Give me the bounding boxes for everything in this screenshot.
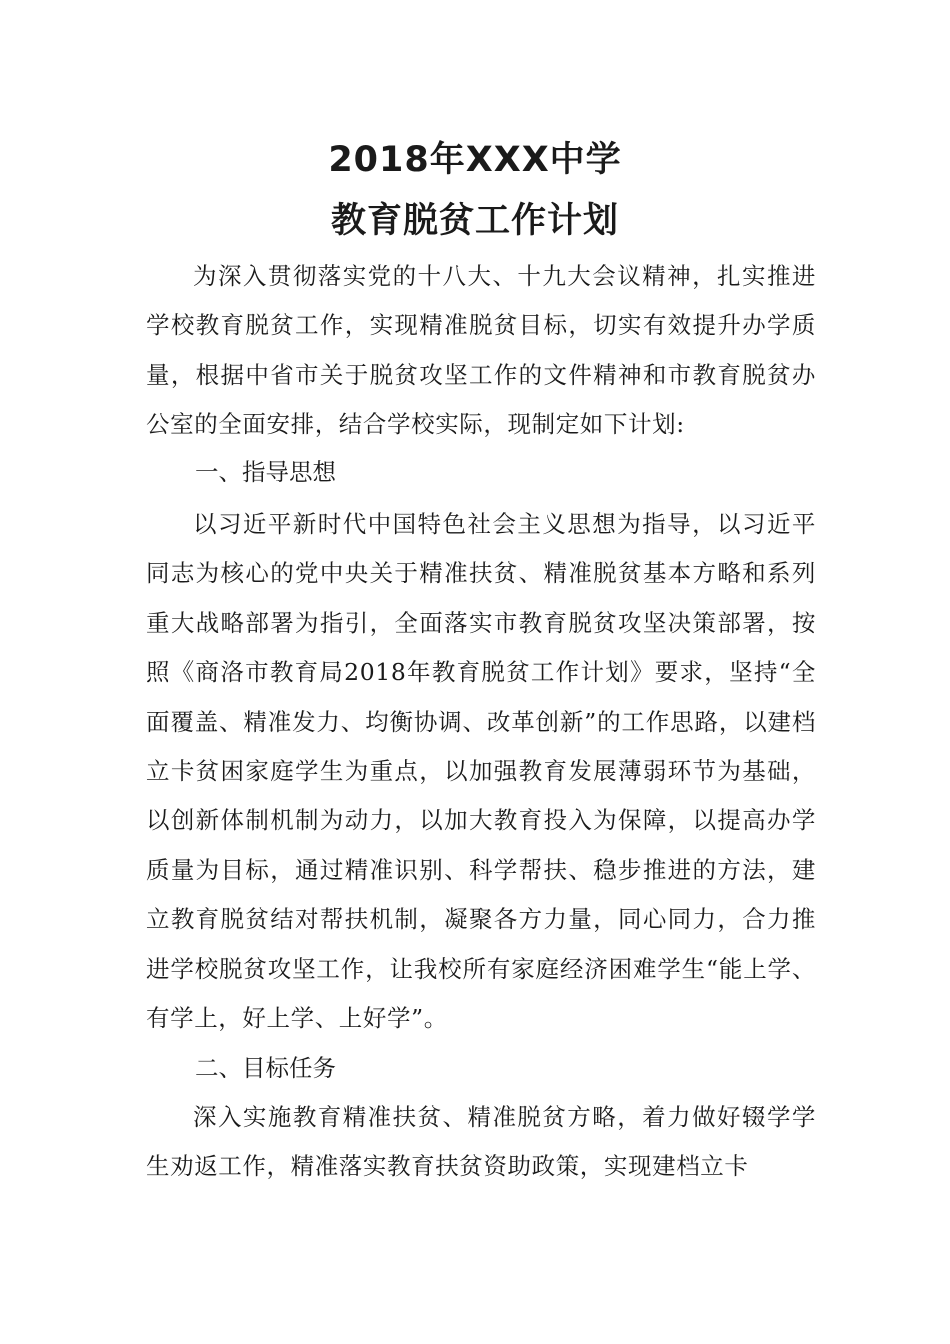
intro-paragraph: 为深入贯彻落实党的十八大、十九大会议精神，扎实推进学校教育脱贫工作，实现精准脱贫目标，切实有效提升办学质量，根据中省市关于脱贫攻坚工作的文件精神和市教育脱贫办公室的全面安排，结合学校实际，现制定如下计划: [146,262,816,439]
document-title-line2: 教育脱贫工作计划 [330,201,619,241]
document-title-line1: 2018年XXX中学 [328,140,622,180]
section-paragraph-guiding-ideology: 以习近平新时代中国特色社会主义思想为指导，以习近平同志为核心的党中央关于精准扶贫、精准脱贫基本方略和系列重大战略部署为指引，全面落实市教育脱贫攻坚决策部署，按照《商洛市教育局2018年教育脱贫工作计划》要求，坚持“全面覆盖、精准发力、均衡协调、改革创新”的工作思路，以建档立卡贫困家庭学生为重点，以加强教育发展薄弱环节为基础，以创新体制机制为动力，以加大教育投入为保障，以提高办学质量为目标，通过精准识别、科学帮扶、稳步推进的方法，建立教育脱贫结对帮扶机制，凝聚各方力量，同心同力，合力推进学校脱贫攻坚工作，让我校所有家庭经济困难学生“能上学、有学上，好上学、上好学”。 [146,510,816,1033]
section-heading-guiding-ideology: 一、指导思想 [195,458,336,486]
section-paragraph-goals-tasks: 深入实施教育精准扶贫、精准脱贫方略，着力做好辍学学生劝返工作，精准落实教育扶贫资助政策，实现建档立卡 [146,1103,816,1181]
section-heading-goals-tasks: 二、目标任务 [195,1054,336,1082]
